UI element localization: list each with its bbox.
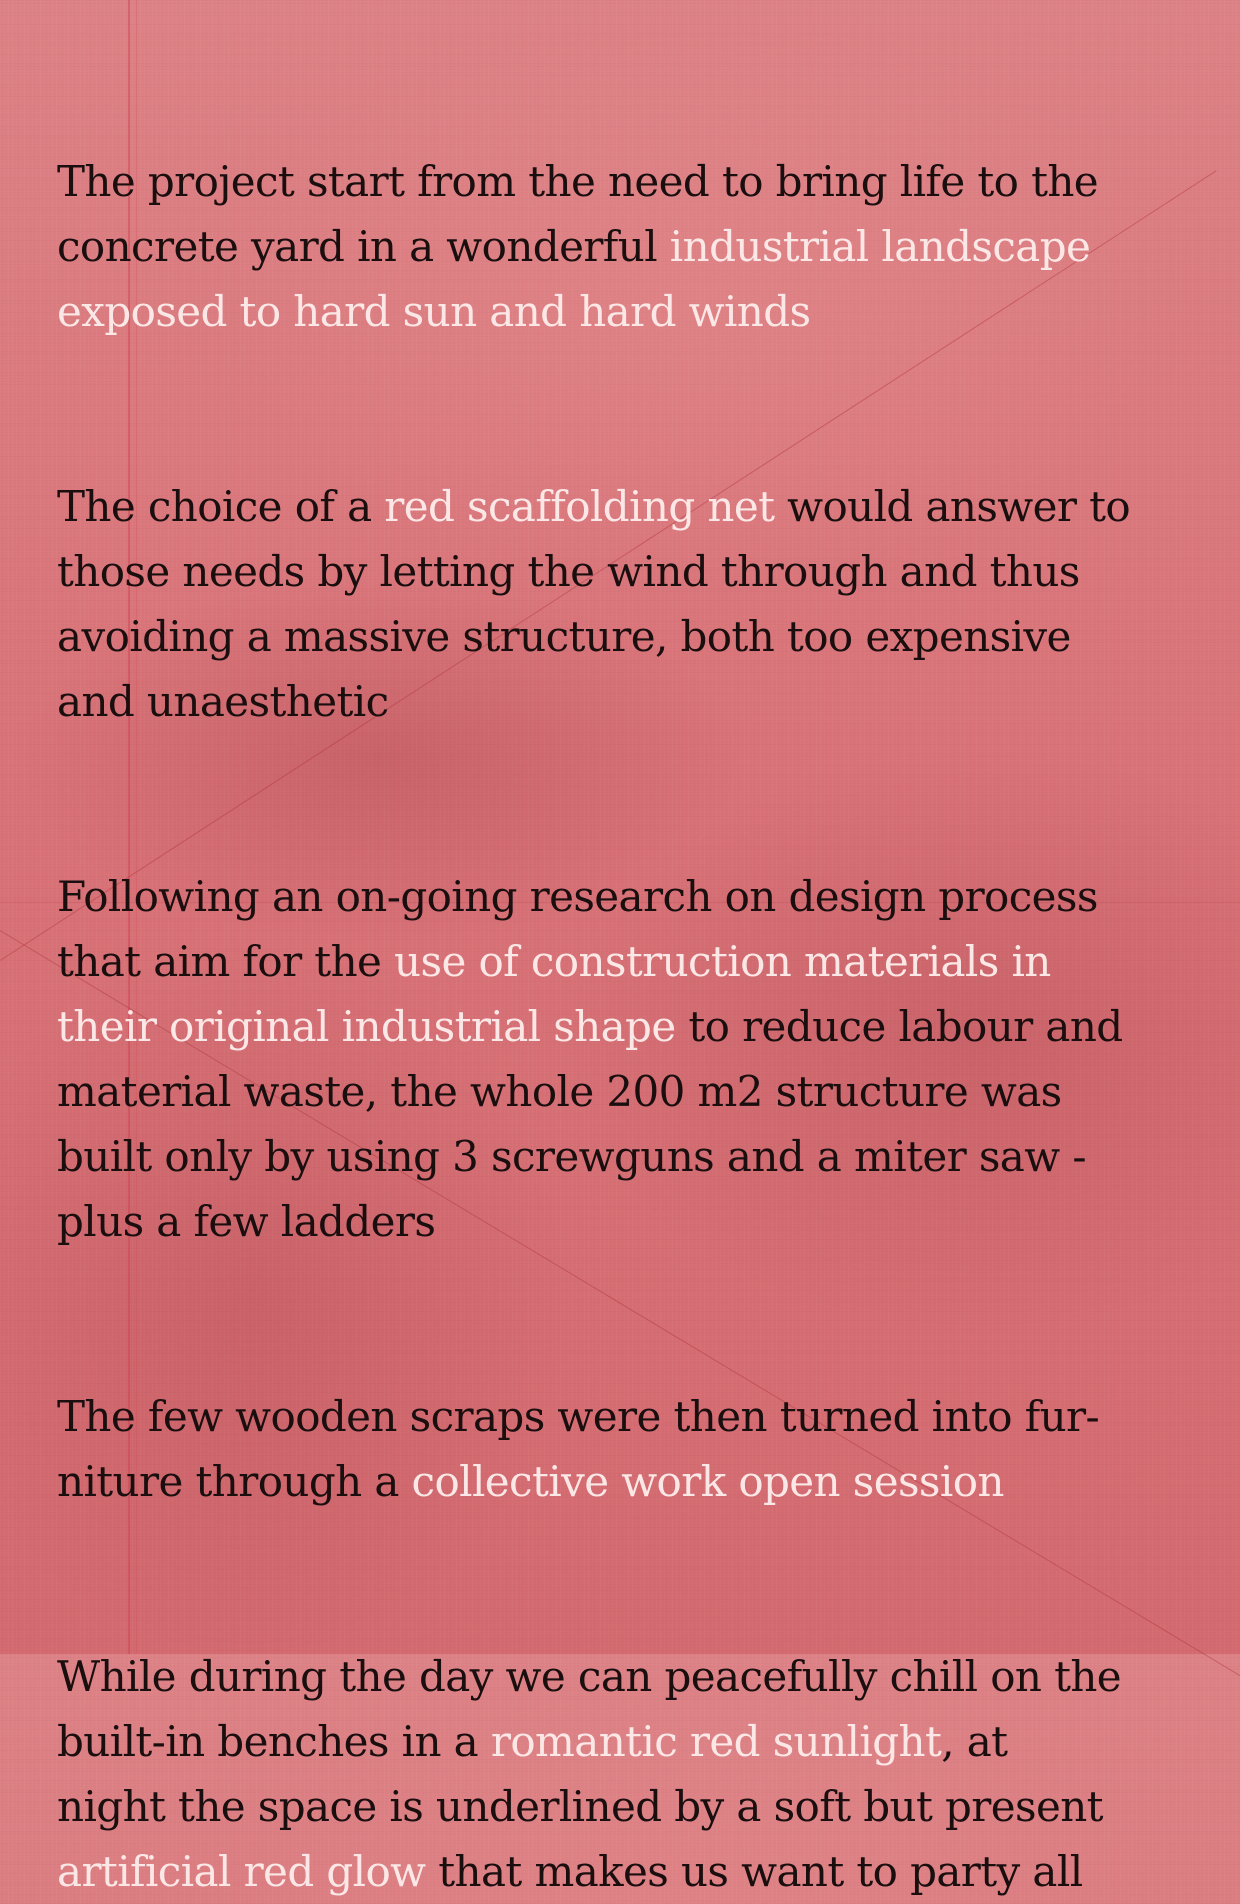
text-segment: The choice of a <box>57 482 385 531</box>
paragraph <box>57 1319 1207 1514</box>
highlighted-text-segment: artificial red glow <box>57 1847 426 1896</box>
paragraph <box>57 84 1207 344</box>
text-segment: The few wooden scraps were then turned into fur- niture through a <box>57 1392 1100 1506</box>
highlighted-text-segment: use of construction materials in their original industrial shape <box>57 937 1051 1051</box>
highlighted-text-segment: collective work open session <box>411 1457 1004 1506</box>
paragraph <box>57 409 1207 734</box>
text-segment: that makes us want to party all <box>425 1847 1083 1896</box>
paragraph <box>57 1579 1207 1904</box>
text-segment: Following an on-going research on design process that aim for the <box>57 872 1098 986</box>
text-segment: to reduce labour and material waste, the whole 200 m2 structure was built only by using 3 screwguns and a miter saw - plus a few ladders <box>57 1002 1123 1246</box>
text-segment: The project start from the need to bring life to the concrete yard in a wonderful <box>57 157 1099 271</box>
highlighted-text-segment: red scaffolding net <box>384 482 775 531</box>
text-segment: , at night the space is underlined by a soft but present <box>57 1717 1103 1831</box>
text-segment: While during the day we can peacefully chill on the built-in benches in a <box>57 1652 1122 1766</box>
highlighted-text-segment: romantic red sunlight <box>490 1717 942 1766</box>
highlighted-text-segment: industrial landscape exposed to hard sun and hard winds <box>57 222 1091 336</box>
body-text <box>57 84 1207 1904</box>
text-segment: would answer to those needs by letting the wind through and thus avoiding a massive structure, both too expensive and unaesthetic <box>57 482 1131 726</box>
paragraph <box>57 799 1207 1254</box>
